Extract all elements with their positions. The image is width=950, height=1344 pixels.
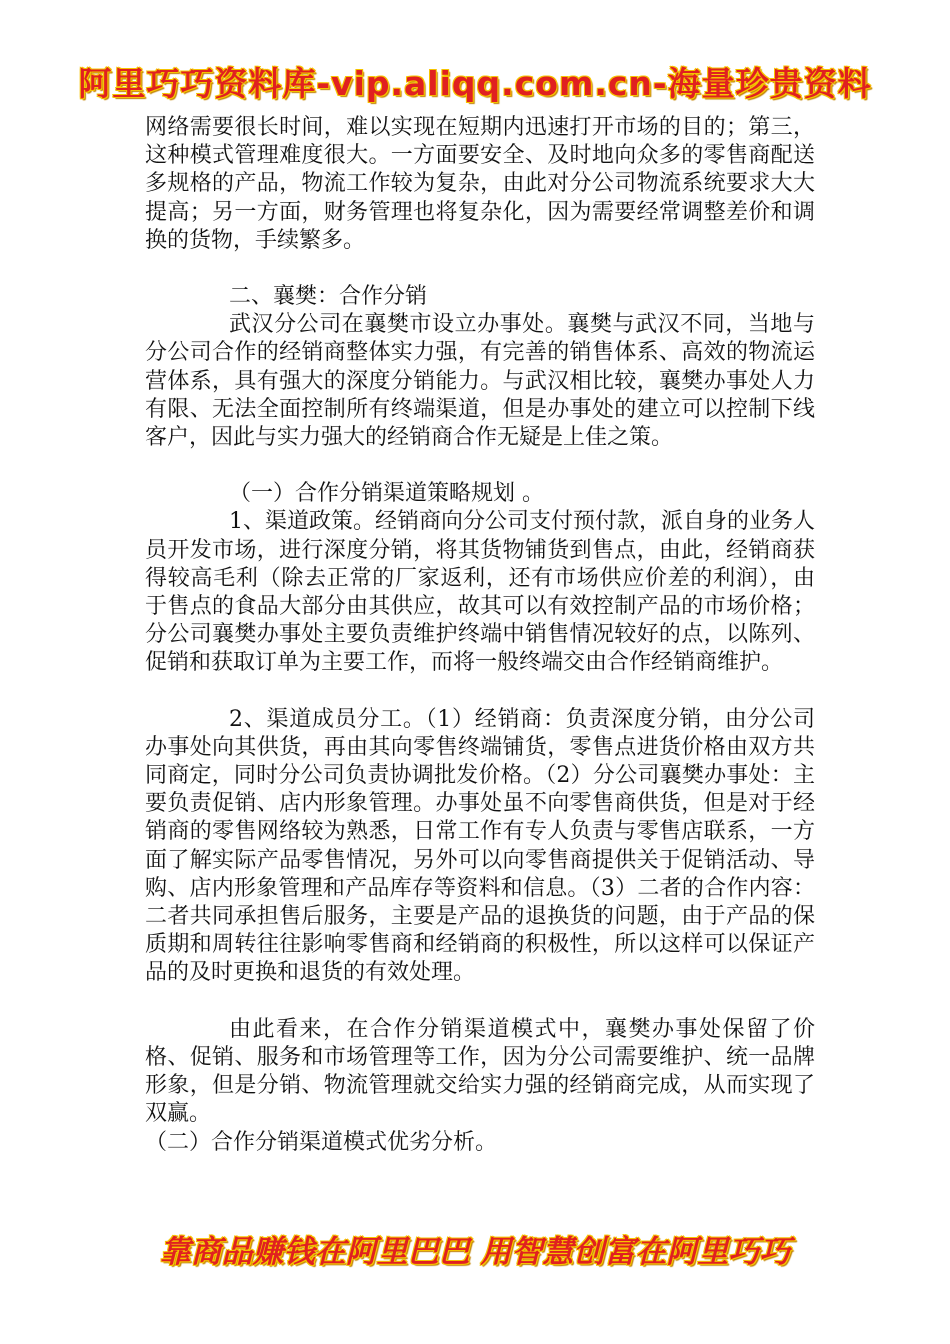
paragraph-wuhan-office: 武汉分公司在襄樊市设立办事处。襄樊与武汉不同，当地与分公司合作的经销商整体实力强，有完善的销售体系、高效的物流运营体系，具有强大的深度分销能力。与武汉相比较，襄樊办事处人力有限、无法全面控制所有终端渠道，但是办事处的建立可以控制下线客户，因此与实力强大的经销商合作无疑是上佳之策。 [145,312,815,451]
paragraph-gap [145,988,815,1016]
subsection-heading: （二）合作分销渠道模式优劣分析。 [145,1129,498,1155]
paragraph-gap [145,452,815,480]
subsection-heading: （一）合作分销渠道策略规划 。 [229,481,544,507]
paragraph-member-division: 2、渠道成员分工。（1）经销商：负责深度分销，由分公司办事处向其供货，再由其向零售终端铺货，零售点进货价格由双方共同商定，同时分公司负责协调批发价格。（2）分公司襄樊办事处：主要负责促销、店内形象管理。办事处虽不向零售商供货，但是对于经销商的零售网络较为熟悉，日常工作有专人负责与零售店联系，一方面了解实际产品零售情况，另外可以向零售商提供关于促销活动、导购、店内形象管理和产品库存等资料和信息。（3）二者的合作内容：二者共同承担售后服务，主要是产品的退换货的问题，由于产品的保质期和周转往往影响零售商和经销商的积极性，所以这样可以保证产品的及时更换和退货的有效处理。 [145,706,815,986]
document-body [145,114,815,1157]
paragraph-gap [145,678,815,706]
footer-banner: 靠商品赚钱在阿里巴巴 用智慧创富在阿里巧巧 [159,1234,791,1270]
paragraph-channel-policy: 1、渠道政策。经销商向分公司支付预付款，派自身的业务人员开发市场，进行深度分销，将其货物铺货到售点，由此，经销商获得较高毛利（除去正常的厂家返利，还有市场供应价差的利润），由于售点的食品大部分由其供应，故其可以有效控制产品的市场价格；分公司襄樊办事处主要负责维护终端中销售情况较好的点，以陈列、促销和获取订单为主要工作，而将一般终端交由合作经销商维护。 [145,509,815,676]
paragraph-intro: 网络需要很长时间，难以实现在短期内迅速打开市场的目的；第三，这种模式管理难度很大。一方面要安全、及时地向众多的零售商配送多规格的产品，物流工作较为复杂，由此对分公司物流系统要求大大提高；另一方面，财务管理也将复杂化，因为需要经常调整差价和调换的货物，手续繁多。 [145,115,815,253]
section-heading: 二、襄樊：合作分销 [229,284,428,310]
paragraph-gap [145,255,815,283]
header-banner: 阿里巧巧资料库-vip.aliqq.com.cn-海量珍贵资料 [78,64,872,103]
paragraph-conclusion: 由此看来，在合作分销渠道模式中，襄樊办事处保留了价格、促销、服务和市场管理等工作，因为分公司需要维护、统一品牌形象，但是分销、物流管理就交给实力强的经销商完成，从而实现了双赢。 [145,1016,815,1127]
